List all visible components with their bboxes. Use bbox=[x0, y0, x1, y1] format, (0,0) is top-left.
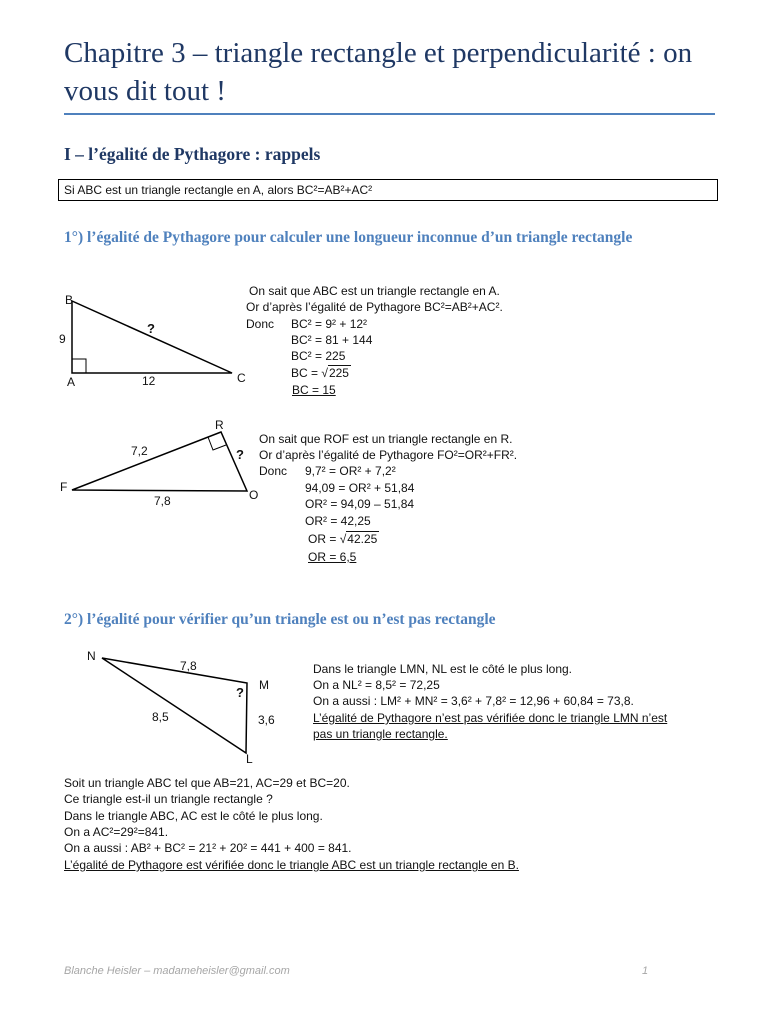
ex4-line-3: Dans le triangle ABC, AC est le côté le plus long. bbox=[64, 809, 323, 823]
triangle-lmn-shape bbox=[102, 658, 247, 753]
ex3-line-3: On a aussi : LM² + MN² = 3,6² + 7,8² = 12,96 + 60,84 = 73,8. bbox=[313, 694, 634, 708]
ex2-step-4: OR² = 42,25 bbox=[305, 514, 371, 528]
ex2-step-2: 94,09 = OR² + 51,84 bbox=[305, 481, 415, 495]
vertex-label-o: O bbox=[249, 488, 259, 502]
ex1-step-4: BC = √225 bbox=[291, 366, 349, 380]
ex1-result: BC = 15 bbox=[292, 383, 336, 397]
vertex-label-b: B bbox=[65, 293, 74, 307]
side-label-ml: 3,6 bbox=[258, 713, 275, 727]
side-label-nm: 7,8 bbox=[180, 659, 197, 673]
ex1-step-1: BC² = 9² + 12² bbox=[291, 317, 368, 331]
ex3-conclusion-1: L’égalité de Pythagore n’est pas vérifiée donc le triangle LMN n’est bbox=[313, 711, 668, 725]
page-number: 1 bbox=[642, 965, 649, 977]
vertex-label-c: C bbox=[237, 371, 246, 385]
ex2-line-1: On sait que ROF est un triangle rectangle en R. bbox=[259, 432, 513, 446]
side-label-ab: 9 bbox=[59, 332, 66, 346]
ex4-line-5: On a aussi : AB² + BC² = 21² + 20² = 441 + 400 = 841. bbox=[64, 841, 352, 855]
vertex-label-n: N bbox=[87, 649, 96, 663]
title-underline-divider bbox=[64, 113, 715, 115]
side-label-fo: 7,8 bbox=[154, 494, 171, 508]
vertex-label-f: F bbox=[60, 480, 68, 494]
ex1-step-2: BC² = 81 + 144 bbox=[291, 333, 373, 347]
ex2-step-1: 9,7² = OR² + 7,2² bbox=[305, 464, 396, 478]
unknown-angle-marker: ? bbox=[236, 685, 244, 700]
square-root-symbol: √42.25 bbox=[339, 532, 378, 546]
vertex-label-a: A bbox=[67, 375, 76, 389]
square-root-symbol: √225 bbox=[321, 366, 349, 380]
unknown-side-marker: ? bbox=[236, 447, 244, 462]
vertex-label-m: M bbox=[259, 678, 269, 692]
subheading-verifier-rectangle: 2°) l’égalité pour vérifier qu’un triangle est ou n’est pas rectangle bbox=[64, 611, 496, 628]
section-heading-pythagore: I – l’égalité de Pythagore : rappels bbox=[64, 144, 321, 164]
page-title: Chapitre 3 – triangle rectangle et perpendicularité : on vous dit tout ! bbox=[64, 37, 693, 107]
subheading-calculer-longueur: 1°) l’égalité de Pythagore pour calculer une longueur inconnue d’un triangle rectangle bbox=[64, 229, 633, 246]
ex1-line-2: Or d’après l’égalité de Pythagore BC²=AB²+AC². bbox=[246, 300, 503, 314]
ex4-line-1: Soit un triangle ABC tel que AB=21, AC=29 et BC=20. bbox=[64, 776, 350, 790]
side-label-nl: 8,5 bbox=[152, 710, 169, 724]
ex2-line-2: Or d’après l’égalité de Pythagore FO²=OR²+FR². bbox=[259, 448, 518, 462]
ex2-step-5: OR = √42.25 bbox=[308, 532, 378, 546]
triangle-rof-shape bbox=[72, 432, 247, 491]
ex1-line-1: On sait que ABC est un triangle rectangle en A. bbox=[249, 284, 500, 298]
side-label-ac: 12 bbox=[142, 374, 156, 388]
ex3-conclusion-2: pas un triangle rectangle. bbox=[313, 727, 448, 741]
ex1-donc: Donc bbox=[246, 317, 275, 331]
ex4-conclusion: L’égalité de Pythagore est vérifiée donc le triangle ABC est un triangle rectangle en B. bbox=[64, 858, 519, 872]
unknown-side-marker: ? bbox=[147, 321, 155, 336]
ex4-line-2: Ce triangle est-il un triangle rectangle ? bbox=[64, 792, 273, 806]
side-label-fr: 7,2 bbox=[131, 444, 148, 458]
ex2-donc: Donc bbox=[259, 464, 288, 478]
vertex-label-r: R bbox=[215, 418, 224, 432]
ex2-result: OR = 6,5 bbox=[308, 550, 357, 564]
rappel-box: Si ABC est un triangle rectangle en A, alors BC²=AB²+AC² bbox=[58, 179, 718, 201]
ex4-line-4: On a AC²=29²=841. bbox=[64, 825, 169, 839]
ex2-step-3: OR² = 94,09 – 51,84 bbox=[305, 497, 415, 511]
triangle-lmn-figure bbox=[90, 650, 260, 760]
ex3-line-2: On a NL² = 8,5² = 72,25 bbox=[313, 678, 440, 692]
footer-author: Blanche Heisler – madameheisler@gmail.com bbox=[64, 965, 290, 977]
right-angle-marker-a bbox=[72, 359, 86, 373]
vertex-label-l: L bbox=[246, 752, 253, 766]
ex1-step-3: BC² = 225 bbox=[291, 349, 346, 363]
triangle-abc-shape bbox=[72, 301, 232, 373]
ex3-line-1: Dans le triangle LMN, NL est le côté le plus long. bbox=[313, 662, 573, 676]
